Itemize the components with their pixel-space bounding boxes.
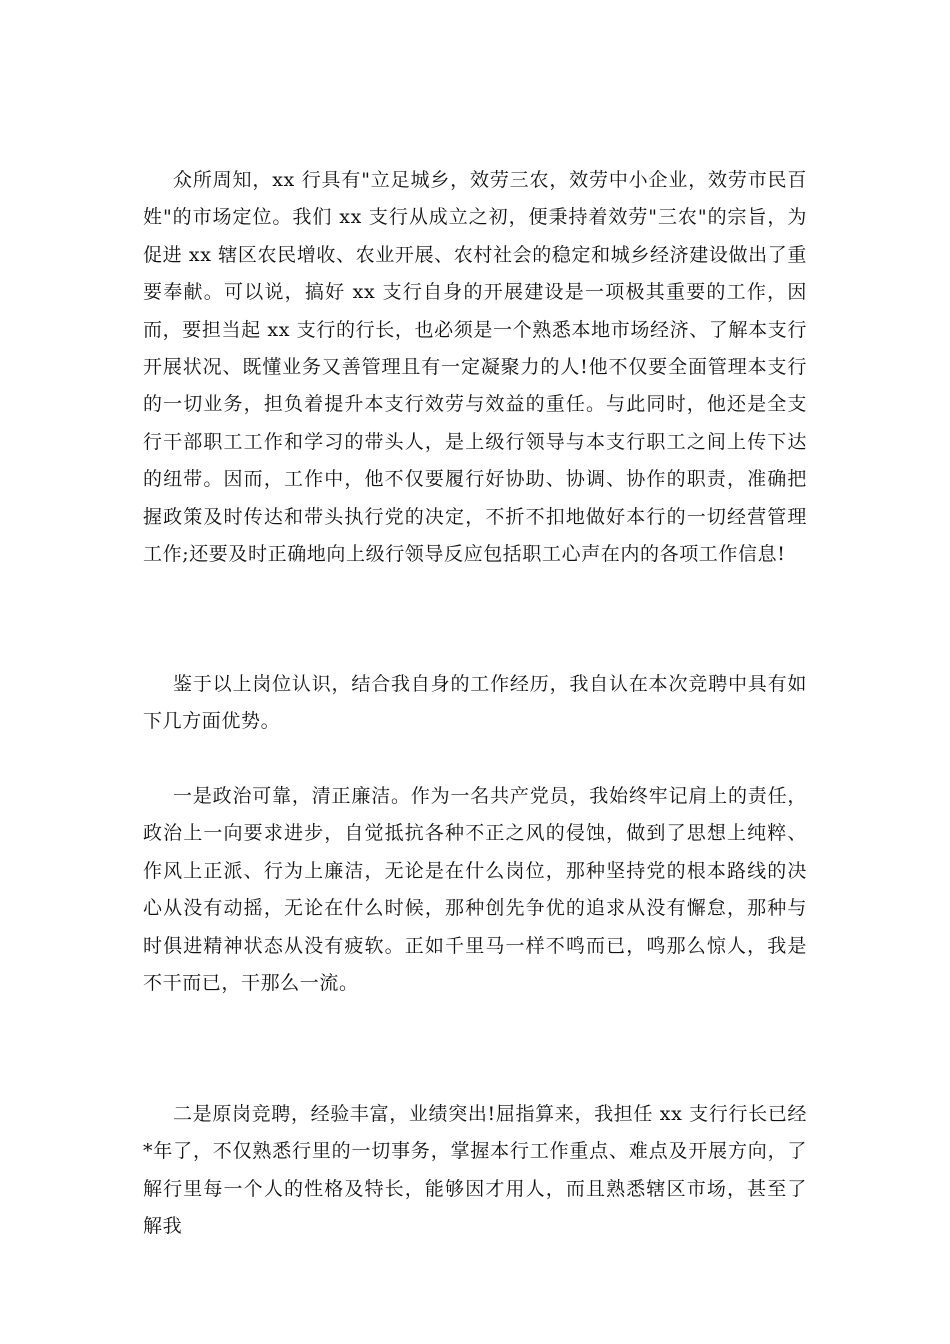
paragraph-experience: 二是原岗竞聘，经验丰富，业绩突出!屈指算来，我担任 xx 支行行长已经*年了，不仅熟悉行里的一切事务，掌握本行工作重点、难点及开展方向，了解行里每一个人的性格及特长，能够因才用人，而且熟悉辖区市场，甚至了解我 [143,1103,807,1238]
paragraph-advantages-intro: 鉴于以上岗位认识，结合我自身的工作经历，我自认在本次竞聘中具有如下几方面优势。 [143,673,807,733]
paragraph-market-positioning: 众所周知，xx 行具有"立足城乡，效劳三农，效劳中小企业，效劳市民百姓"的市场定位。我们 xx 支行从成立之初，便秉持着效劳"三农"的宗旨，为促进 xx 辖区农民增收、农业开展、农村社会的稳定和城乡经济建设做出了重要奉献。可以说，搞好 xx 支行自身的开展建设是一项极其重要的工作，因而，要担当起 xx 支行的行长，也必须是一个熟悉本地市场经济、了解本支行开展状况、既懂业务又善管理且有一定凝聚力的人!他不仅要全面管理本支行的一切业务，担负着提升本支行效劳与效益的重任。与此同时，他还是全支行干部职工工作和学习的带头人，是上级行领导与本支行职工之间上传下达的纽带。因而，工作中，他不仅要履行好协助、协调、协作的职责，准确把握政策及时传达和带头执行党的决定，不折不扣地做好本行的一切经营管理工作;还要及时正确地向上级行领导反应包括职工心声在内的各项工作信息! [143,169,807,566]
paragraph-political-reliability: 一是政治可靠，清正廉洁。作为一名共产党员，我始终牢记肩上的责任，政治上一向要求进步，自觉抵抗各种不正之风的侵蚀，做到了思想上纯粹、作风上正派、行为上廉洁，无论是在什么岗位，那种坚持党的根本路线的决心从没有动摇，无论在什么时候，那种创先争优的追求从没有懈怠，那种与时俱进精神状态从没有疲软。正如千里马一样不鸣而已，鸣那么惊人，我是不干而已，干那么一流。 [143,785,807,995]
